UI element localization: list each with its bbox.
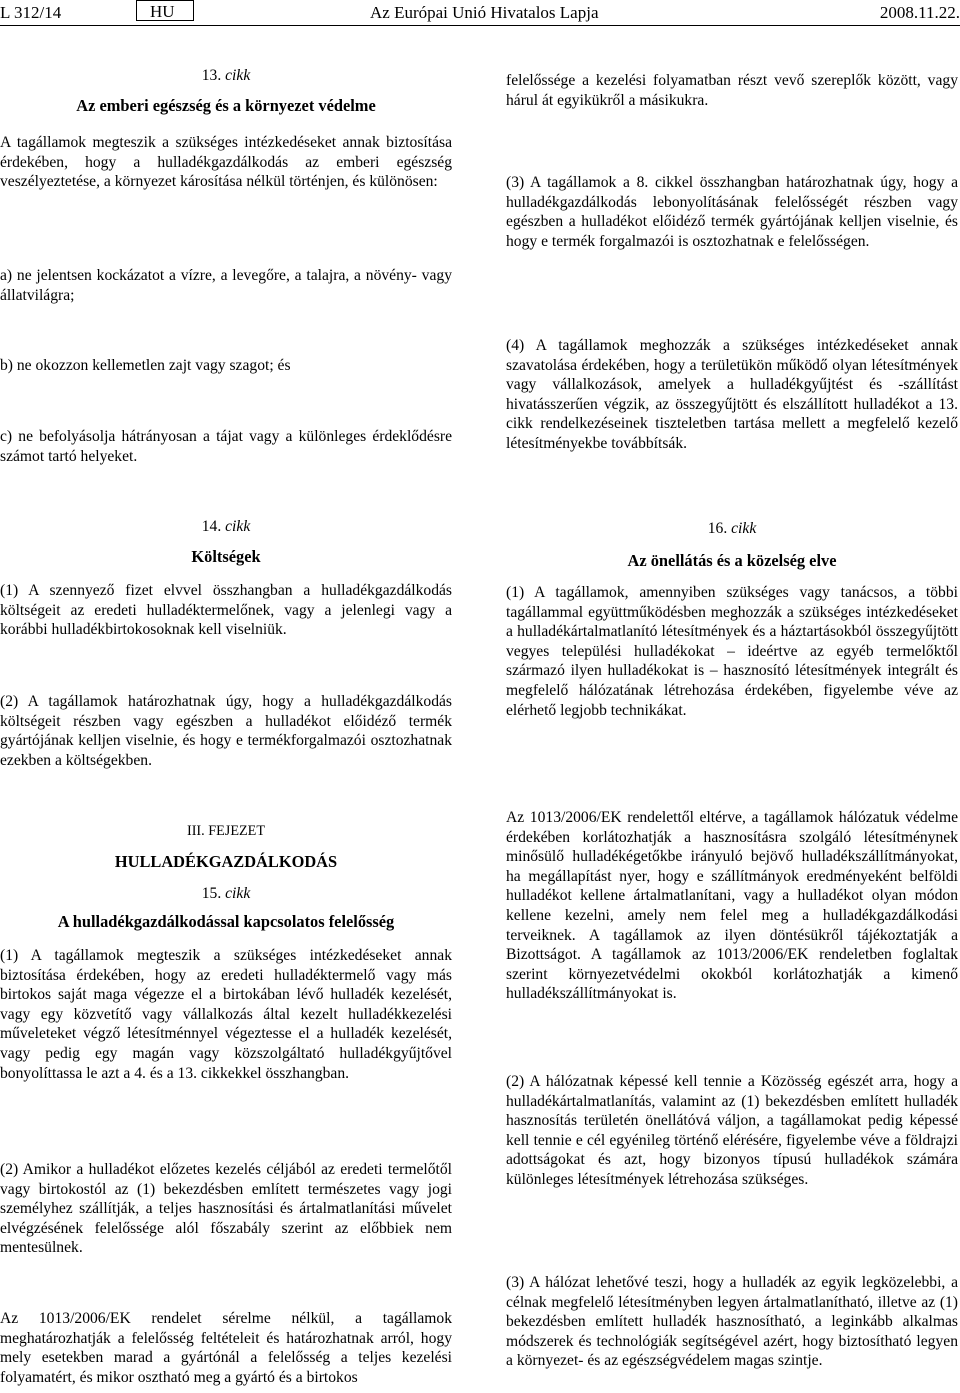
article-13-point-b: b) ne okozzon kellemetlen zajt vagy szagot; és	[0, 357, 291, 374]
article-15-continuation: felelőssége a kezelési folyamatban részt vevő szereplők között, vagy hárul át egyikükről a másikukra.	[506, 72, 958, 109]
article-13-point-c: c) ne befolyásolja hátrányosan a tájat vagy a különleges érdeklődésre számot tartó helyeket.	[0, 428, 452, 465]
article-15-paragraph-2-sub: Az 1013/2006/EK rendelet sérelme nélkül, a tagállamok meghatározhatják a felelősség feltételeit és határozhatnak arról, hogy mely esetekben marad a gyártónál a felelősség a teljes kezelési folyamatért, és mikor osztható meg a gyártó és a birtokos	[0, 1310, 452, 1386]
article-15-paragraph-3: (3) A tagállamok a 8. cikkel összhangban határozhatnak úgy, hogy a hulladékgazdálkodás lebonyolításának felelősségét részben vagy egészben a hulladékot előidéző termék gyártójának kelljen viselnie, és hogy e termék forgalmazói is osztozhatnak e felelősségen.	[506, 174, 958, 250]
chapter-3-heading	[0, 822, 452, 871]
language-code: HU	[150, 2, 175, 21]
page-header	[0, 0, 960, 26]
journal-title: Az Európai Unió Hivatalos Lapja	[370, 3, 599, 22]
article-13-point-a: a) ne jelentsen kockázatot a vízre, a levegőre, a talajra, a növény- vagy állatvilágra;	[0, 267, 452, 304]
article-13-number: 13. cikk	[201, 67, 251, 84]
header-rule	[0, 25, 960, 26]
article-15-paragraph-4: (4) A tagállamok meghozzák a szükséges intézkedéseket annak szavatolása érdekében, hogy a területükön működő olyan létesítmények vagy vállalkozások, amelyek a hulladékgyűjtést és -szállítást hivatásszerűen végzik, az összegyűjtött és elszállított hulladékot a 13. cikk rendelkezéseinek tiszteletben tartása mellett a megfelelő kezelő létesítményekbe továbbítsák.	[506, 337, 958, 452]
publication-date: 2008.11.22.	[879, 3, 960, 22]
chapter-title: HULLADÉKGAZDÁLKODÁS	[114, 851, 338, 871]
article-16-paragraph-1: (1) A tagállamok, amennyiben szükséges vagy tanácsos, a többi tagállammal együttműködésben meghozzák a szükséges intézkedéseket a hulladékártalmatlanító létesítmények és a háztartásokból összegyűjtött vegyes települési hulladékokat – ideértve az egyéb termelőktől származó ilyen hulladékokat is – hasznosító létesítmények integrált és megfelelő hálózatának létrehozása érdekében, figyelembe véve az elérhető legjobb technikákat.	[506, 584, 958, 719]
article-15-heading	[0, 884, 452, 931]
article-16-title: Az önellátás és a közelség elve	[627, 550, 837, 570]
article-13-title: Az emberi egészség és a környezet védelme	[76, 96, 376, 115]
article-14-title: Költségek	[191, 546, 261, 566]
article-14-paragraph-2: (2) A tagállamok határozhatnak úgy, hogy a hulladékgazdálkodás költségeit részben vagy egészben a hulladékot előidéző termék gyártójának kelljen viselnie, és hogy e termékforgalmazói osztozhatnak ezekben a költségekben.	[0, 693, 452, 769]
chapter-label: III. FEJEZET	[186, 823, 265, 839]
article-16-paragraph-1-sub: Az 1013/2006/EK rendelettől eltérve, a tagállamok hálózatuk védelme érdekében korlátozhatják a hasznosításra szolgáló létesítménynek minősülő hulladékégetőkbe irányuló bejövő hulladékszállítmányokat, ha megállapítást nyer, hogy e szállítmányok eredményeként belföldi hulladékot kellene ártalmatlanítani, vagy a hulladékot olyan módon kellene kezelni, amely nem felel meg a hulladékgazdálkodási terveiknek. A tagállamok az ilyen döntésükről tájékoztatják a Bizottságot. A tagállamok az 1013/2006/EK rendeletben foglaltak szerint környezetvédelmi okokból korlátozhatják a kimenő hulladékszállítmányokat is.	[506, 809, 958, 1003]
article-15-paragraph-2: (2) Amikor a hulladékot előzetes kezelés céljából az eredeti termelőtől vagy birtokostól az (1) bekezdésben említett természetes vagy jogi személyhez szállítják, a teljes hasznosítási és ártalmatlanítási művelet elvégzésének felelőssége alól főszabály szerint az előbbiek nem mentesülnek.	[0, 1161, 452, 1257]
article-14-number: 14. cikk	[201, 518, 251, 535]
article-16-paragraph-3: (3) A hálózat lehetővé teszi, hogy a hulladék az egyik legközelebbi, a célnak megfelelő létesítményben legyen ártalmatlanítható, illetve az (1) bekezdésben említett hulladék hasznosítható, a leginkább alkalmas módszerek és technológiák segítségével azért, hogy biztosítható legyen a környezet- és az egészségvédelem magas szintje.	[506, 1274, 958, 1370]
article-15-title: A hulladékgazdálkodással kapcsolatos felelősség	[57, 911, 395, 931]
article-16-number: 16. cikk	[707, 520, 757, 537]
page-reference: L 312/14	[0, 3, 62, 22]
article-13-intro: A tagállamok megteszik a szükséges intézkedéseket annak biztosítása érdekében, hogy a hulladékgazdálkodás az emberi egészség veszélyeztetése, a környezet károsítása nélkül történjen, és különösen:	[0, 134, 452, 191]
article-16-paragraph-2: (2) A hálózatnak képessé kell tennie a Közösség egészét arra, hogy a hulladékártalmatlanítás, valamint az (1) bekezdésben említett hulladék hasznosítás területén önellátóvá váljon, a tagállamokat pedig képessé kell tennie e cél egyénileg történő elérésére, figyelembe véve a földrajzi adottságokat és azt, hogy bizonyos típusú hulladékok számára különleges létesítmények létrehozása szükséges.	[506, 1073, 958, 1188]
article-15-number: 15. cikk	[201, 885, 251, 902]
article-16-heading	[506, 519, 958, 570]
article-14-paragraph-1: (1) A szennyező fizet elvvel összhangban a hulladékgazdálkodás költségeit az eredeti hulladéktermelőnek, vagy a jelenlegi vagy a korábbi hulladékbirtokosoknak kell viselniük.	[0, 582, 452, 639]
article-14-heading	[0, 517, 452, 566]
article-13-heading	[0, 66, 452, 116]
article-15-paragraph-1: (1) A tagállamok megteszik a szükséges intézkedéseket annak biztosítása érdekében, hogy az eredeti hulladéktermelő vagy más birtokos saját maga végezze el a birtokában lévő hulladék kezelését, vagy egy közvetítő vagy vállalkozás által kezelt hulladékkezelési műveleteket végző létesítménnyel végeztesse el a hulladék kezelését, vagy pedig egy magán vagy közszolgáltató hulladékgyűjtővel bonyolíttassa le azt a 4. és a 13. cikkekkel összhangban.	[0, 947, 452, 1082]
